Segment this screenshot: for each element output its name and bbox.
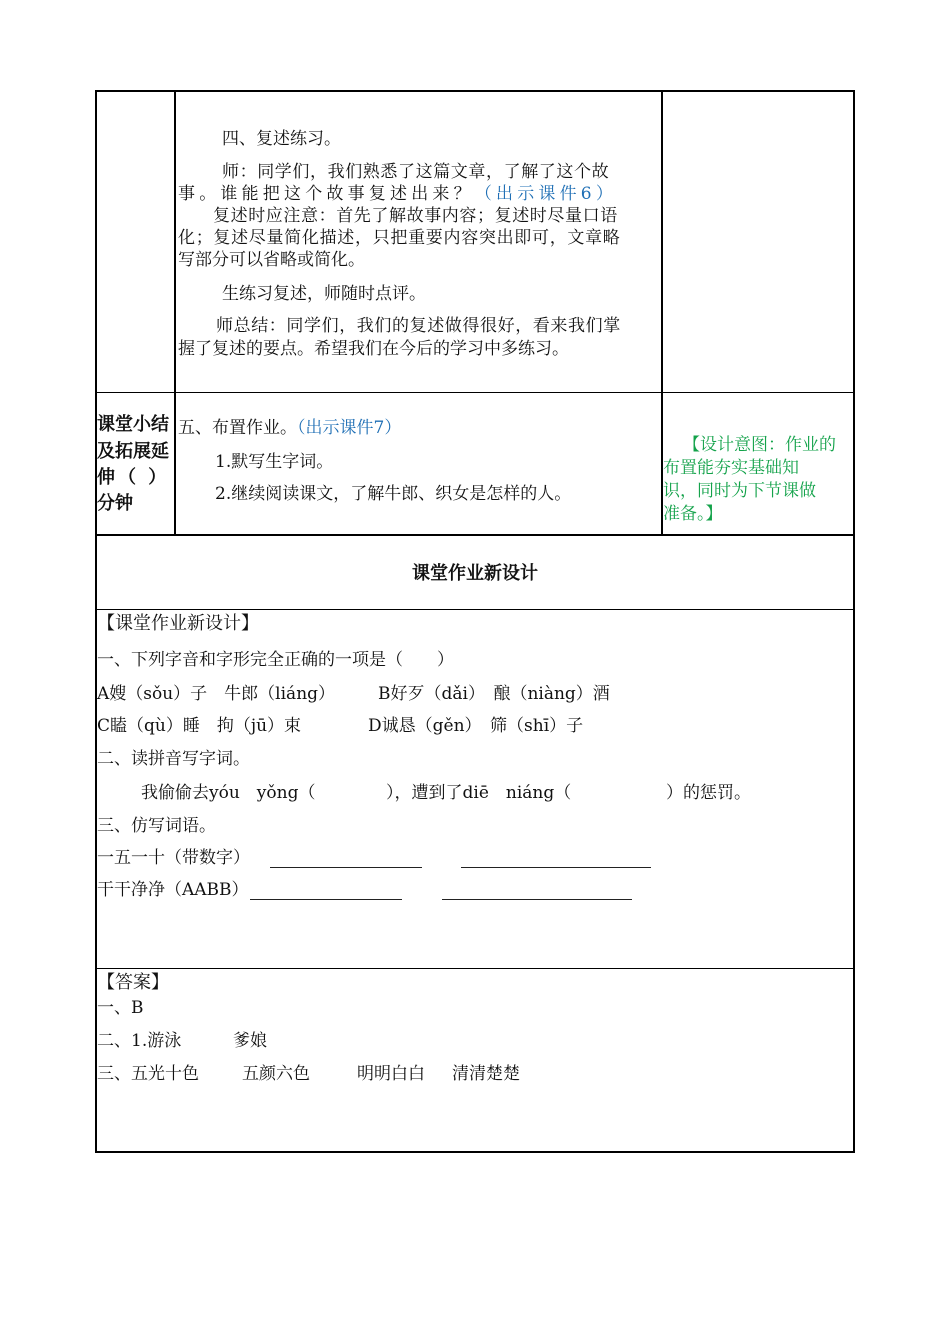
review-paragraph-2-line-3: 写部分可以省略或简化。 [178, 250, 365, 270]
answer-blank-2[interactable] [461, 851, 651, 868]
answers-header: 【答案】 [97, 972, 169, 993]
answer-3-word-4: 清清楚楚 [452, 1064, 520, 1084]
exercise-header: 【课堂作业新设计】 [97, 613, 259, 634]
question-2-sentence-part-c: ）的惩罚。 [666, 783, 751, 803]
courseware-7-reference: （出示课件7） [297, 418, 402, 438]
answer-2-word-2: 爹娘 [233, 1031, 267, 1051]
design-intent-line-3: 识，同时为下节课做 [663, 481, 816, 501]
column-divider-left [174, 90, 176, 535]
review-paragraph-1-text: 事。谁能把这个故事复述出来？ [178, 184, 475, 204]
homework-title [178, 417, 401, 439]
answer-3: 三、五光十色 [97, 1064, 199, 1084]
table-border-top [95, 90, 855, 92]
answer-blank-4[interactable] [442, 883, 632, 900]
review-paragraph-4-line-2: 握了复述的要点。希望我们在今后的学习中多练习。 [178, 339, 569, 359]
summary-label-line-2: 及拓展延 [97, 441, 169, 462]
courseware-6-reference: （出示课件6） [474, 184, 618, 204]
review-paragraph-3: 生练习复述，师随时点评。 [222, 284, 426, 304]
review-paragraph-1-line-1: 师：同学们，我们熟悉了这篇文章，了解了这个故 [222, 162, 610, 182]
question-3-line-2: 干干净净（AABB） [97, 880, 249, 900]
row-divider-2 [95, 534, 855, 536]
answer-1: 一、B [97, 998, 144, 1018]
answer-2: 二、1.游泳 [97, 1031, 182, 1051]
review-heading: 四、复述练习。 [222, 129, 341, 149]
review-paragraph-2-line-1: 复述时应注意：首先了解故事内容；复述时尽量口语 [213, 206, 618, 226]
design-intent-line-1: 【设计意图：作业的 [683, 435, 836, 455]
answer-blank-3[interactable] [250, 883, 402, 900]
summary-label-line-3: 伸（ ） [97, 467, 170, 488]
question-2: 二、读拼音写字词。 [97, 749, 250, 769]
review-paragraph-1-line-2 [178, 183, 617, 205]
row-divider-4 [95, 968, 855, 969]
question-1-option-d: D诚恳（gěn） 筛（shī）子 [368, 716, 584, 736]
question-2-sentence-part-b: ），遭到了diē niáng（ [386, 783, 572, 803]
design-intent-line-4: 准备。】 [663, 504, 723, 524]
question-1: 一、下列字音和字形完全正确的一项是（ ） [97, 650, 454, 670]
summary-label-line-1: 课堂小结 [97, 414, 169, 435]
homework-item-1: 1.默写生字词。 [215, 452, 334, 472]
answer-3-word-3: 明明白白 [357, 1064, 425, 1084]
table-border-right [853, 90, 855, 1153]
question-1-option-b: B好歹（dǎi） 酿（niàng）酒 [378, 684, 610, 704]
question-3-line-1: 一五一十（带数字） [97, 848, 250, 868]
summary-label-line-4: 分钟 [97, 493, 133, 514]
question-1-option-a: A嫂（sǒu）子 牛郎（liáng） [97, 684, 336, 704]
exercise-banner: 课堂作业新设计 [412, 563, 538, 584]
review-paragraph-4-line-1: 师总结：同学们，我们的复述做得很好，看来我们掌 [216, 316, 621, 336]
homework-title-text: 五、布置作业。 [178, 418, 297, 438]
answer-3-word-2: 五颜六色 [242, 1064, 310, 1084]
table-border-bottom [95, 1151, 855, 1153]
answer-blank-1[interactable] [270, 851, 422, 868]
review-paragraph-2-line-2: 化；复述尽量简化描述，只把重要内容突出即可，文章略 [178, 228, 621, 248]
row-divider-3 [95, 609, 855, 610]
homework-item-2: 2.继续阅读课文，了解牛郎、织女是怎样的人。 [215, 484, 572, 504]
question-1-option-c: C瞌（qù）睡 拘（jū）束 [97, 716, 302, 736]
design-intent-line-2: 布置能夯实基础知 [663, 458, 799, 478]
question-3: 三、仿写词语。 [97, 816, 216, 836]
row-divider-1 [95, 392, 855, 393]
question-2-sentence-part-a: 我偷偷去yóu yǒng（ [141, 783, 316, 803]
